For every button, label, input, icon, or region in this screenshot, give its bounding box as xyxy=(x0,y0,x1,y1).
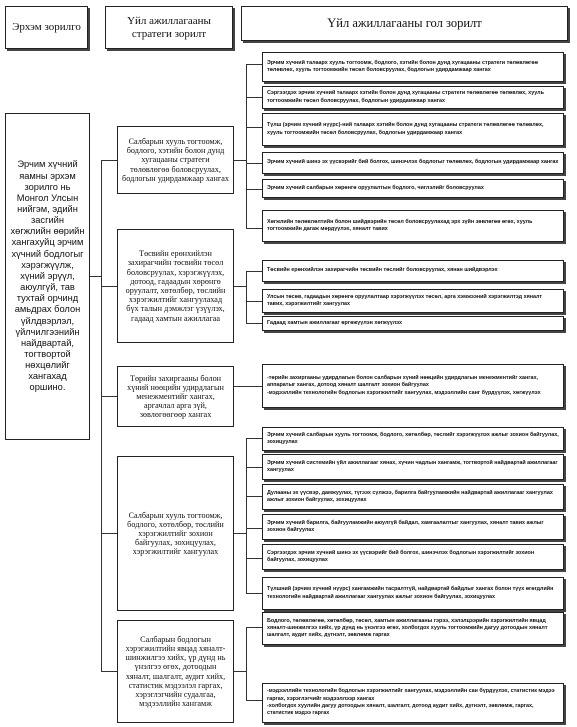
goal-2-1 xyxy=(262,260,564,282)
connector xyxy=(101,396,117,397)
connector xyxy=(246,438,247,593)
mission-box xyxy=(5,113,90,440)
goal-2-3 xyxy=(262,316,564,331)
connector xyxy=(246,189,262,190)
goal-text: Төсвийн ерөнхийлэн захирагчийн төсвийн төслийг боловсруулах, хянан шийдвэрлэх xyxy=(267,267,498,274)
goal-text: Хөгжлийн төлөвлөлтийн болон шийдвэрийн төсөл боловсруулахад эрх зүйн зөвлөгөө өгөх, хууль тогтоомжийн дагаж мөрдүүлэх, хяналт тавих xyxy=(267,218,533,232)
goal-text: Түлшний (эрчим хүчний нүүрс) хангамжийн тасралтгүй, найдвартай байдлыг хангах болон түүх өгөгдлийн технологийн найдвартай ажиллагааг хангуулах ажлыг зохион байгуулах, зохицуулах xyxy=(267,586,554,600)
strategy-1 xyxy=(117,126,234,194)
strategy-1-text: Салбарын хууль тогтоомж, бодлого, хэтийн болон дунд хугацааны стратеги төлөвлөгөө боловсруулах, бодлогын удирдамжаар хангах xyxy=(122,137,229,183)
connector xyxy=(246,467,262,468)
connector xyxy=(246,627,262,628)
connector xyxy=(246,700,262,701)
goal-4-2 xyxy=(262,454,564,480)
header-main xyxy=(241,6,568,41)
goal-4-1 xyxy=(262,427,564,451)
goal-text: -мэдээллийн технологийн бодлогын хэрэгжилтийг хангуулах, мэдээллийн сан бүрдүүлэх, статистик мэдээ гаргах, хэрэглэгчийг мэдээллээр хангах -холбогдох хуулийн дагуу дотоодын хяналт, шалгалт, дотоод аудит хийх, дүгнэлт, зөвлөмж, гаргах, статистик мэдээ гаргах xyxy=(267,688,555,717)
connector xyxy=(234,160,246,161)
goal-text: Түлш (эрчим хүчний нүүрс)-ний талаарх хэтийн болон дунд хугацааны стратеги төлөвлөгөө төлөвлөх, хууль тогтоомжийн төсөл боловсруулах, бодлогын удирдамжаар хангах xyxy=(267,122,544,136)
connector xyxy=(246,271,262,272)
header-goal-label: Эрхэм зорилго xyxy=(12,21,81,34)
connector xyxy=(246,64,247,229)
goal-1-4 xyxy=(262,152,564,174)
goal-4-3 xyxy=(262,484,564,510)
strategy-2 xyxy=(117,229,234,343)
goal-5-2 xyxy=(262,683,564,723)
goal-text: Эрчим хүчний шинэ эх үүсвэрийг бий болгох, шинэчлэх бодлогыг төлөвлөх, бодлогын удирдамжаар хангах xyxy=(267,159,559,166)
header-goal xyxy=(5,6,88,49)
strategy-4-text: Салбарын хууль тогтоомж, бодлого, хөтөлбөр, төслийн хэрэгжилтийг зохион байгуулах, зохицуулах, хэрэгжилтийг хангуулах xyxy=(127,510,224,557)
strategy-5-text: Салбарын бодлогын хэрэгжилтийн явцад хяналт-шинжилгээ хийх, үр дүнд нь үнэлгээ өгөх, дотоодын хяналт, шалгалт, аудит хийх, статистик мэдээлэл гаргах, хэрэглэгчийн судалгаа, мэдээллийн хангамж xyxy=(125,634,226,709)
connector xyxy=(246,558,262,559)
goal-text: -төрийн захиргааны удирдлагын болон салбарын хүний нөөцийн удирдлагын менежментийг хангах, аппаратыг хангах, дотоод хяналт шалгалт зохион байгуулах -мэдээллийн технологийн бодлогын хэрэгжилтийг хангуулах, мэдээллийн санг бүрдүүлэх, хөгжүүлэх xyxy=(267,375,541,396)
goal-1-1 xyxy=(262,52,564,82)
connector xyxy=(246,97,262,98)
goal-4-6 xyxy=(262,577,564,610)
connector xyxy=(101,533,117,534)
strategy-3 xyxy=(117,366,234,427)
connector xyxy=(101,160,117,161)
goal-1-5 xyxy=(262,179,564,198)
strategy-5 xyxy=(117,620,234,723)
goal-3-1 xyxy=(262,364,564,408)
connector xyxy=(246,528,262,529)
connector xyxy=(101,286,117,287)
goal-4-4 xyxy=(262,514,564,540)
strategy-3-text: Төрийн захиргааны болон хүний нөөцийн удирдлагын менежментийг хангах, аргачлал арга зүй, зөвлөгөөгөөр хангах xyxy=(127,373,224,420)
goal-1-3 xyxy=(262,113,564,146)
connector xyxy=(101,671,117,672)
strategy-4 xyxy=(117,456,234,611)
goal-text: Эрчим хүчний салбарын хөрөнгө оруулалтын бодлого, чиглэлийг боловсруулах xyxy=(267,184,484,191)
goal-text: Эрчим хүчний талаарх хууль тогтоомж, бодлого, хэтийн болон дунд хугацааны стратеги төлөвлөгөө төлөвлөх, хууль тогтоомжийн төсөл боловсруулах, бодлогын удирдамжаар хангах xyxy=(267,59,539,73)
header-main-label: Үйл ажиллагааны гол зорилт xyxy=(327,16,482,31)
goal-4-5 xyxy=(262,544,564,570)
connector xyxy=(246,627,247,700)
goal-1-2 xyxy=(262,86,564,109)
connector xyxy=(246,438,262,439)
goal-text: Бодлого, төлөвлөгөө, хөтөлбөр, төсөл, хамтын ажиллагааны гэрээ, хэлэлцээрийн хэрэгжилтийн явцад хяналт-шинжилгээ хийх, үр дүнд нь үнэлгээ өгөх, холбогдох хууль тогтоомжийн дагуу дотоодын хяналт шалгалт, аудит хийх, дүгнэлт, зөвлөмж гаргах xyxy=(267,617,548,639)
header-strategy-label: Үйл ажиллагааны стратеги зорилт xyxy=(127,14,211,40)
connector xyxy=(246,301,262,302)
goal-text: Сэргээгдэх эрчим хүчний шинэ эх үүсвэрийг бий болгох, шинэчлэх бодлогын хэрэгжилтийг зохион байгуулах, зохицуулах xyxy=(267,549,535,563)
connector xyxy=(246,228,262,229)
connector xyxy=(246,593,262,594)
connector xyxy=(234,386,262,387)
connector xyxy=(234,533,246,534)
goal-text: Сэргээгдэх эрчим хүчний талаарх хэтийн болон дунд хугацааны стратеги төлөвлөгөө төлөвлөх, хууль тогтоомжийн төсөл боловсруулах, бодлогын удирдамжаар хангах xyxy=(267,90,544,104)
connector xyxy=(246,323,262,324)
goal-1-6 xyxy=(262,210,564,242)
connector xyxy=(246,163,262,164)
connector xyxy=(246,127,262,128)
goal-text: Дулааны эх үүсвэр, дамжуулах, түгээх сүлжээ, барилга байгууламжийн найдвартай ажиллагааг хангуулах ажлыг зохион байгуулах, зохицуулах xyxy=(267,489,553,503)
connector xyxy=(234,286,246,287)
connector xyxy=(246,64,262,65)
goal-5-1 xyxy=(262,612,564,645)
connector xyxy=(101,160,102,672)
connector xyxy=(246,271,247,324)
goal-text: Эрчим хүчний салбарын хууль тогтоомж, бодлого, хөтөлбөр, төслийг хэрэгжүүлэх ажлыг зохион байгуулах, зохицуулах xyxy=(267,431,559,445)
goal-text: Гадаад хамтын ажиллагааг өргөжүүлэн хөгжүүлэх xyxy=(267,319,403,326)
goal-text: Улсын төсөв, гадаадын хөрөнгө оруулалтаар хэрэгжүүлэх төсөл, арга хэмжээний хэрэгжилтэд хяналт тавих, хэрэгжилтийг хангуулах xyxy=(267,293,543,307)
strategy-2-text: Төсвийн ерөнхийлэн захирагчийн төсвийн төсөл боловсруулах, хэрэгжүүлэх, дотоод, гадаадын хөрөнгө оруулалт, хөтөлбөр, төслийн хэрэгжилтийг хангуулахад бүх талын дэмжлэг үзүүлэх, гадаад хамтын ажиллагаа xyxy=(125,249,226,323)
connector xyxy=(234,671,246,672)
goal-text: Эрчим хүчний системийн үйл ажиллагааг хянах, хүчин чадлын хангамж, тогтвортой найдвартай ажиллагааг хангуулах xyxy=(267,459,558,473)
header-strategy xyxy=(105,6,233,49)
connector xyxy=(246,496,262,497)
goal-2-2 xyxy=(262,289,564,313)
mission-text: Эрчим хүчний яамны эрхэм зорилго нь Монгол Улсын нийгэм, эдийн засгийн хөгжлийн өөрийн хангахуйц эрчим хүчний бодлогыг хэрэгжүүлж, хүний эрүүл, аюулгүй, тав тухтай орчинд амьдрах болон үйлдвэрлэл, үйлчилгээнийн найдвартай, тогтвортой нөхцөлийг хангахад оршино. xyxy=(10,159,85,393)
goal-text: Эрчим хүчний барилга, байгууламжийн аюулгүй байдал, хамгаалалтыг хангуулах, хяналт тавих ажлыг зохион байгуулах xyxy=(267,519,544,533)
